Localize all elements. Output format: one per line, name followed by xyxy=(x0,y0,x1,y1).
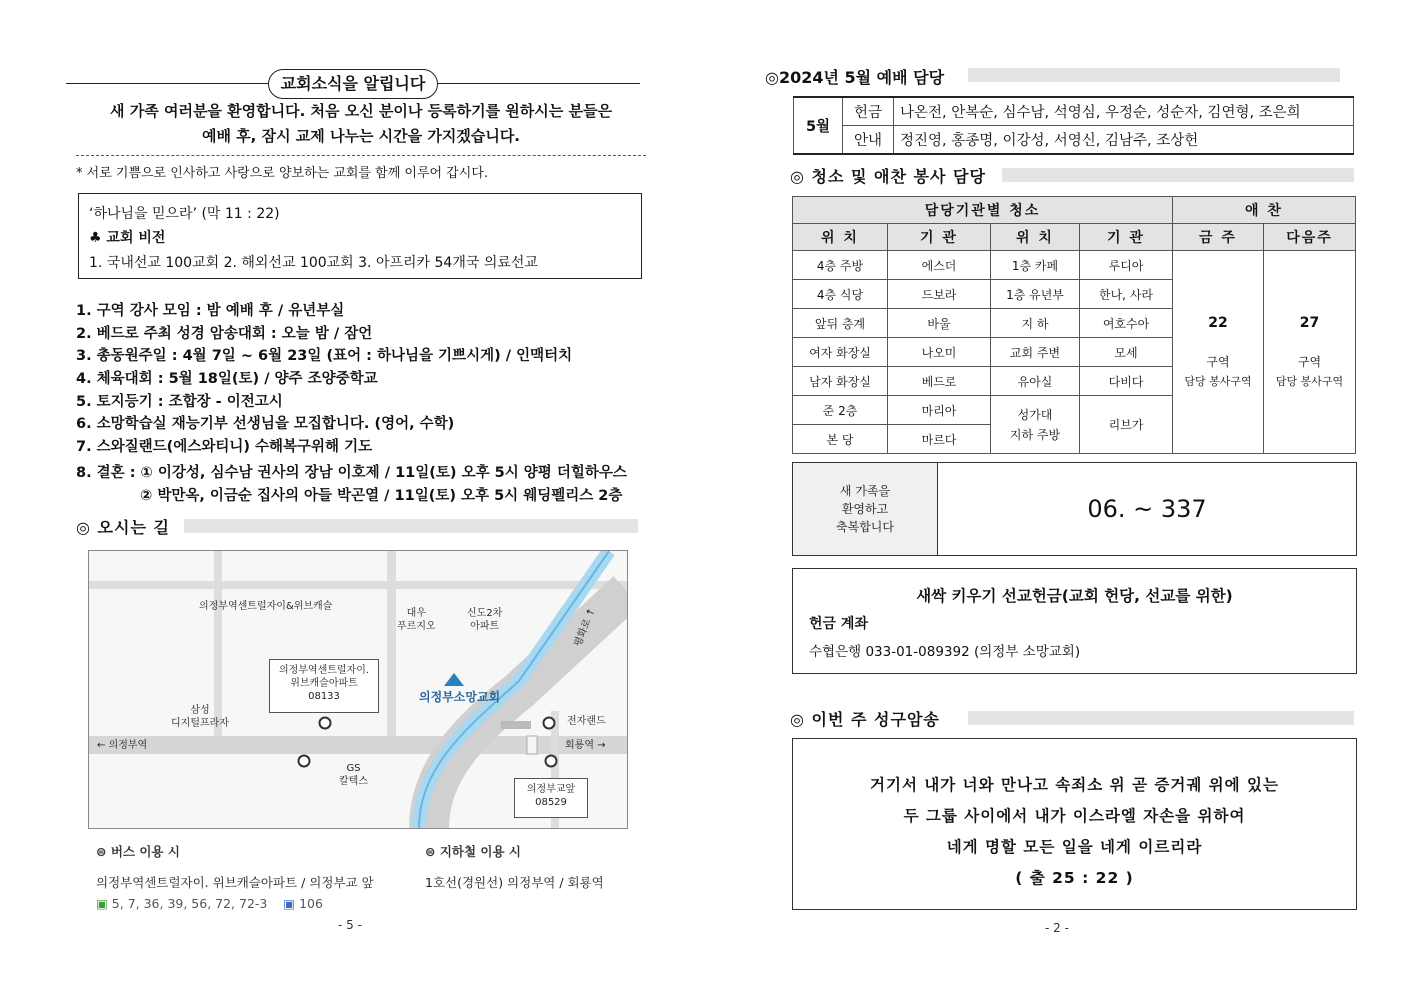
table-cell: 마리아 xyxy=(888,396,991,425)
recite-title: ◎ 이번 주 성구암송 xyxy=(790,710,940,729)
subway-heading-label: 지하철 이용 시 xyxy=(439,844,521,859)
cleaning-table xyxy=(792,196,1356,454)
list-item: 3. 총동원주일 : 4월 7일 ~ 6월 23일 (표어 : 하나님을 기쁘시게) / 인맥터치 xyxy=(76,348,573,365)
bus-stop-label-2: 의정부교앞 08529 xyxy=(514,778,588,818)
col-position: 위 치 xyxy=(991,224,1080,251)
location-map xyxy=(88,550,628,829)
table-cell: 본 당 xyxy=(793,425,888,454)
table-cell: 지 하 xyxy=(991,309,1080,338)
table-cell: 4층 주방 xyxy=(793,251,888,280)
welcome-line-2: 예배 후, 잠시 교제 나누는 시간을 가지겠습니다. xyxy=(201,127,521,145)
recite-reference: ( 출 25 : 22 ) xyxy=(1015,869,1134,887)
table-cell: 드보라 xyxy=(888,280,991,309)
col-org: 기 관 xyxy=(1080,224,1173,251)
announcement-list xyxy=(76,300,572,459)
page-number-right: - 2 - xyxy=(1045,921,1069,935)
table-cell: 다비다 xyxy=(1080,367,1173,396)
new-family-label: 새 가족을 환영하고 축복합니다 xyxy=(793,463,938,555)
offer-label: 헌금 계좌 xyxy=(809,616,868,632)
clean-title: ◎ 청소 및 애찬 봉사 담당 xyxy=(790,167,986,186)
this-week-cell xyxy=(1173,251,1264,454)
table-cell: 교회 주변 xyxy=(991,338,1080,367)
recite-line: 네게 명할 모든 일을 네게 이르리라 xyxy=(946,838,1203,856)
map-label-sindo: 신도2차 아파트 xyxy=(467,608,503,632)
bus-heading xyxy=(96,842,180,860)
map-label-apartment: 의정부역센트럴자이&위브캐슬 xyxy=(199,601,333,612)
section-bar xyxy=(184,519,638,533)
page-number-left: - 5 - xyxy=(338,918,362,932)
vision-label: ♣ 교회 비전 xyxy=(89,230,166,246)
list-item: 7. 스와질랜드(에스와티니) 수해복구위해 기도 xyxy=(76,439,373,456)
table-cell: 앞뒤 층계 xyxy=(793,309,888,338)
vision-text: 1. 국내선교 100교회 2. 해외선교 100교회 3. 아프리카 54개국 의료선교 xyxy=(89,255,538,271)
church-marker-label: 의정부소망교회 xyxy=(419,690,501,704)
divider xyxy=(76,155,646,156)
zone-label: 구역 xyxy=(1206,355,1230,369)
subway-icon: ⊜ xyxy=(425,844,436,859)
month-cell: 5월 xyxy=(794,97,843,154)
table-cell: 모세 xyxy=(1080,338,1173,367)
map-label-gs: GS 칼텍스 xyxy=(339,763,368,787)
bus-lines-green: 5, 7, 36, 39, 56, 72, 72-3 xyxy=(111,896,268,911)
table-cell: 한나, 사라 xyxy=(1080,280,1173,309)
bus-icon: ⊜ xyxy=(96,844,107,859)
table-cell: 루디아 xyxy=(1080,251,1173,280)
table-cell: 나오미 xyxy=(888,338,991,367)
section-bar xyxy=(968,711,1354,725)
verse-text: ‘하나님을 믿으라’ (막 11 : 22) xyxy=(89,206,280,222)
subway-text: 1호선(경원선) 의정부역 / 회룡역 xyxy=(425,875,604,890)
col-this-week: 금 주 xyxy=(1173,224,1264,251)
list-item: 4. 체육대회 : 5월 18일(토) / 양주 조양중학교 xyxy=(76,371,378,388)
table-cell: 여호수아 xyxy=(1080,309,1173,338)
subway-heading xyxy=(425,842,521,860)
table-cell: 1층 유년부 xyxy=(991,280,1080,309)
new-family-box xyxy=(792,462,1357,556)
guide-names: 정진영, 홍종명, 이강성, 서영신, 김남주, 조상헌 xyxy=(894,126,1354,155)
bus-stop-label-1: 의정부역센트럴자이. 위브캐슬아파트 08133 xyxy=(269,659,379,713)
guide-label: 안내 xyxy=(843,126,894,155)
merged-position-cell: 성가대 지하 주방 xyxy=(991,396,1080,454)
zone-sub: 담당 봉사구역 xyxy=(1184,375,1252,388)
list-item: 2. 베드로 주최 성경 암송대회 : 오늘 밤 / 잠언 xyxy=(76,325,373,342)
news-title: 교회소식을 알립니다 xyxy=(268,69,438,99)
map-label-road: 평화로 ↑ xyxy=(572,606,598,649)
table-cell: 1층 카페 xyxy=(991,251,1080,280)
bus-lines xyxy=(96,896,323,911)
bus-lines-blue: 106 xyxy=(299,896,323,911)
col-position: 위 치 xyxy=(793,224,888,251)
map-label-daewoo: 대우 푸르지오 xyxy=(397,608,436,632)
table-cell: 베드로 xyxy=(888,367,991,396)
blue-bus-icon: ▣ xyxy=(283,896,296,911)
meal-header: 애 찬 xyxy=(1173,197,1356,224)
mission-offering-box xyxy=(792,568,1357,674)
list-item: 5. 토지등기 : 조합장 - 이전고시 xyxy=(76,393,283,410)
table-cell: 여자 화장실 xyxy=(793,338,888,367)
recite-line: 거기서 내가 너와 만나고 속죄소 위 곧 증거궤 위에 있는 xyxy=(870,776,1279,794)
direction-hoeryong: 회룡역 → xyxy=(565,740,606,751)
table-cell: 마르다 xyxy=(888,425,991,454)
vision-box xyxy=(78,193,642,279)
wedding-line-2: ② 박만옥, 이금순 집사의 아들 박곤열 / 11일(토) 오후 5시 웨딩펠리스 2층 xyxy=(140,487,623,504)
wedding-notice xyxy=(76,462,627,507)
col-next-week: 다음주 xyxy=(1264,224,1356,251)
bus-heading-label: 버스 이용 시 xyxy=(110,844,180,859)
table-row xyxy=(793,251,1356,280)
offer-title: 새싹 키우기 선교헌금(교회 헌당, 선교를 위한) xyxy=(916,587,1233,605)
directions-title: ◎ 오시는 길 xyxy=(76,518,170,537)
table-cell: 4층 식당 xyxy=(793,280,888,309)
merged-org-cell: 리브가 xyxy=(1080,396,1173,454)
next-week-number: 27 xyxy=(1299,315,1320,331)
offering-label: 헌금 xyxy=(843,97,894,126)
table-cell: 에스더 xyxy=(888,251,991,280)
offering-names: 나온전, 안복순, 심수남, 석영심, 우정순, 성순자, 김연형, 조은희 xyxy=(894,97,1354,126)
recite-box xyxy=(792,738,1357,910)
direction-uijeongbu: ← 의정부역 xyxy=(97,740,148,751)
new-family-value: 06. ~ 337 xyxy=(1087,495,1207,523)
worship-title: ◎2024년 5월 예배 담당 xyxy=(765,68,945,87)
green-bus-icon: ▣ xyxy=(96,896,108,911)
bus-stop-text: 의정부역센트럴자이. 위브캐슬아파트 / 의정부교 앞 xyxy=(96,875,374,890)
next-week-cell xyxy=(1264,251,1356,454)
zone-label: 구역 xyxy=(1297,355,1322,369)
table-cell: 바울 xyxy=(888,309,991,338)
map-label-jeonja: 전자랜드 xyxy=(567,716,606,727)
clean-header: 담당기관별 청소 xyxy=(793,197,1173,224)
greeting-note: * 서로 기쁨으로 인사하고 사랑으로 양보하는 교회를 함께 이루어 갑시다. xyxy=(76,166,489,181)
recite-line: 두 그룹 사이에서 내가 이스라엘 자손을 위하여 xyxy=(903,807,1246,825)
section-bar xyxy=(1002,168,1354,182)
list-item: 6. 소망학습실 재능기부 선생님을 모집합니다. (영어, 수학) xyxy=(76,416,455,433)
welcome-line-1: 새 가족 여러분을 환영합니다. 처음 오신 분이나 등록하기를 원하시는 분들은 xyxy=(110,102,612,120)
worship-duty-table xyxy=(793,96,1354,155)
col-org: 기 관 xyxy=(888,224,991,251)
list-item: 1. 구역 강사 모임 : 밤 예배 후 / 유년부실 xyxy=(76,303,345,319)
table-cell: 남자 화장실 xyxy=(793,367,888,396)
zone-sub: 담당 봉사구역 xyxy=(1275,375,1344,388)
wedding-line-1: 8. 결혼 : ① 이강성, 심수남 권사의 장남 이호제 / 11일(토) 오후 5시 양평 더힐하우스 xyxy=(76,465,627,481)
map-label-samsung: 삼성 디지털프라자 xyxy=(171,705,229,729)
section-bar xyxy=(968,68,1340,82)
this-week-number: 22 xyxy=(1208,315,1228,331)
offer-account: 수협은행 033-01-089392 (의정부 소망교회) xyxy=(809,644,1081,660)
table-cell: 유아실 xyxy=(991,367,1080,396)
table-cell: 준 2층 xyxy=(793,396,888,425)
